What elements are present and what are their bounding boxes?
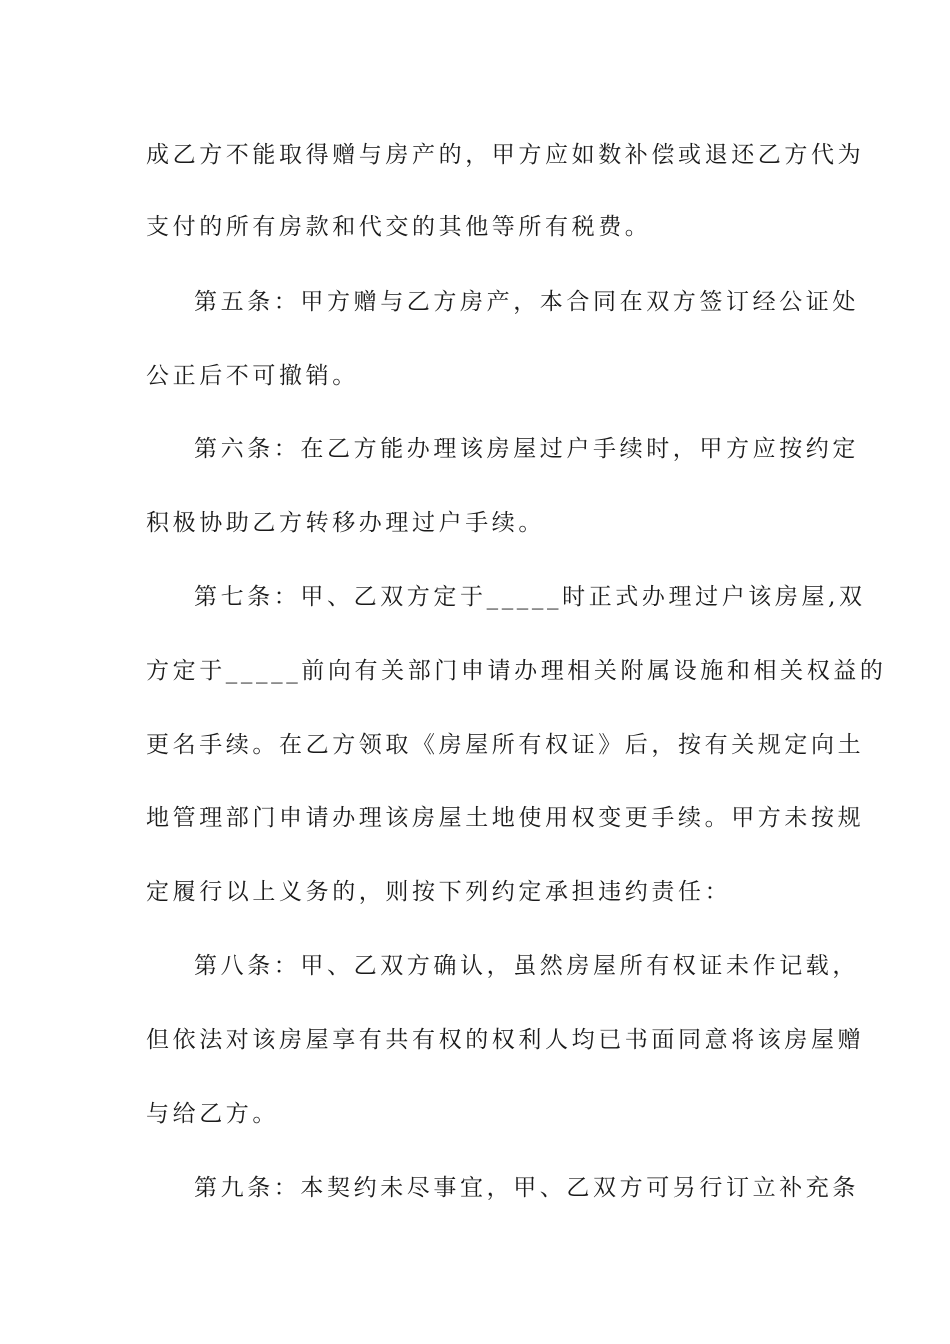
text-line: 公正后不可撤销。 <box>146 363 359 389</box>
text-line: 地管理部门申请办理该房屋土地使用权变更手续。甲方未按规 <box>146 805 865 831</box>
text-line: 积极协助乙方转移办理过户手续。 <box>146 510 545 536</box>
text-line: 更名手续。在乙方领取《房屋所有权证》后，按有关规定向土 <box>146 732 865 758</box>
paragraph-article-9: 第九条：本契约未尽事宜，甲、乙双方可另行订立补充条 <box>194 1175 859 1201</box>
text-line: 支付的所有房款和代交的其他等所有税费。 <box>146 214 652 240</box>
text-line: 成乙方不能取得赠与房产的，甲方应如数补偿或退还乙方代为 <box>146 142 865 168</box>
paragraph-article-8: 第八条：甲、乙双方确认，虽然房屋所有权证未作记载， <box>194 953 859 979</box>
paragraph-article-7: 第七条：甲、乙双方定于_____时正式办理过户该房屋,双 <box>194 584 866 610</box>
text-line: 方定于_____前向有关部门申请办理相关附属设施和相关权益的 <box>146 658 887 684</box>
paragraph-article-6: 第六条：在乙方能办理该房屋过户手续时，甲方应按约定 <box>194 436 859 462</box>
paragraph-article-5: 第五条：甲方赠与乙方房产，本合同在双方签订经公证处 <box>194 289 859 315</box>
text-line: 与给乙方。 <box>146 1101 279 1127</box>
text-line: 但依法对该房屋享有共有权的权利人均已书面同意将该房屋赠 <box>146 1027 865 1053</box>
text-line: 定履行以上义务的，则按下列约定承担违约责任： <box>146 879 732 905</box>
